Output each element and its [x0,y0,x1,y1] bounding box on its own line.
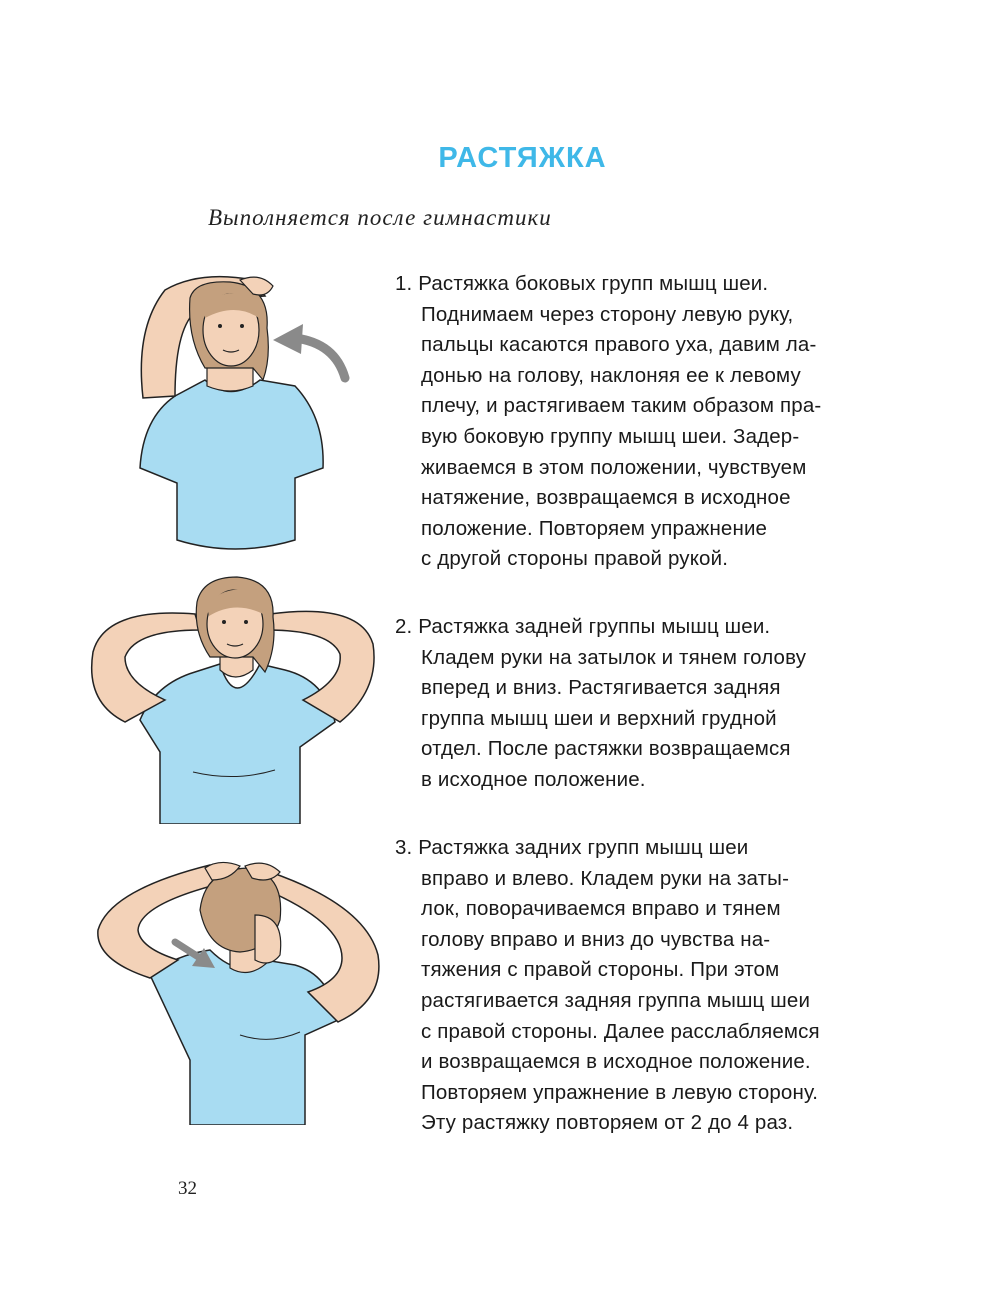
instruction-item-3 [395,833,875,1139]
instruction-line: Эту растяжку повторяем от 2 до 4 раз. [421,1111,794,1135]
instruction-line: 2. Растяжка задней группы мышц шеи. [395,615,771,638]
instruction-line: донью на голову, наклоняя ее к левому [421,363,801,387]
instruction-line: в исходное положение. [421,767,646,791]
page-number: 32 [178,1178,197,1199]
instruction-line: голову вправо и вниз до чувства на- [421,927,771,951]
instruction-line: натяжение, возвращаемся в исходное [421,486,791,510]
instruction-line: 1. Растяжка боковых групп мышц шеи. [395,272,769,295]
instruction-line: растягивается задняя группа мышц шеи [421,988,811,1012]
instruction-line: плечу, и растягиваем таким образом пра- [421,394,822,418]
instruction-item-2 [395,612,875,796]
instruction-line: отдел. После растяжки возвращаемся [421,737,791,761]
instruction-line: 3. Растяжка задних групп мышц шеи [395,836,749,859]
page-subtitle: Выполняется после гимнастики [208,205,552,230]
side-neck-stretch-illustration [135,268,355,558]
instruction-line: Повторяем упражнение в левую сторону. [421,1080,819,1104]
instruction-line: вправо и влево. Кладем руки на заты- [421,866,790,890]
instruction-line: пальцы касаются правого уха, давим ла- [421,333,817,357]
instruction-line: вую боковую группу мышц шеи. Задер- [421,424,800,448]
instruction-line: тяжения с правой стороны. При этом [421,958,780,982]
instruction-line: лок, поворачиваемся вправо и тянем [421,897,781,921]
instruction-line: живаемся в этом положении, чувствуем [421,455,807,479]
page-title: РАСТЯЖКА [438,142,607,174]
back-neck-stretch-illustration [85,572,380,824]
instruction-line: Поднимаем через сторону левую руку, [421,302,794,326]
instruction-line: Кладем руки на затылок и тянем голову [421,645,807,669]
instruction-line: с другой стороны правой рукой. [421,547,729,571]
instruction-line: положение. Повторяем упражнение [421,516,768,540]
instruction-line: и возвращаемся в исходное положение. [421,1050,811,1074]
instruction-line: вперед и вниз. Растягивается задняя [421,676,781,700]
instruction-line: с правой стороны. Далее расслабляемся [421,1019,820,1043]
instruction-item-1 [395,269,875,575]
rotated-neck-stretch-illustration [80,860,400,1125]
instruction-line: группа мышц шеи и верхний грудной [421,706,777,730]
